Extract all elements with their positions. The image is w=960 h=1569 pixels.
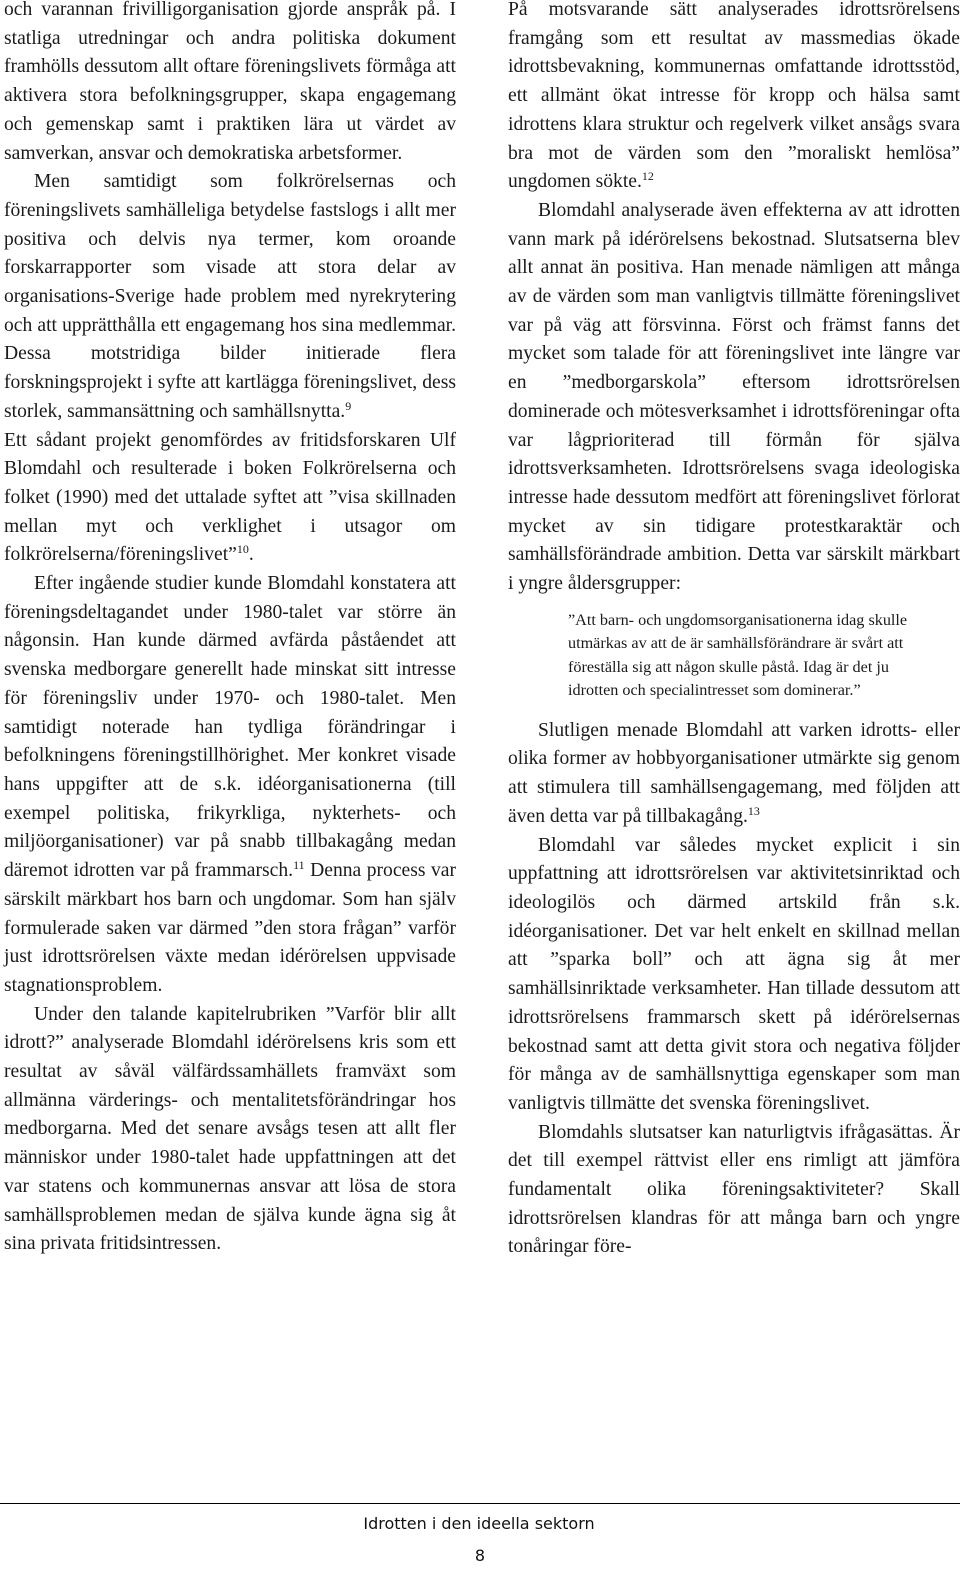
footer-rule <box>0 1503 960 1504</box>
block-quote: ”Att barn- och ungdomsorganisationerna idag skulle utmärkas av att de är samhällsförändrare är svårt att föreställa sig att någon skulle påstå. Idag är det ju idrotten och specialintresset som dominerar.” <box>568 610 908 700</box>
left-paragraph-3 <box>4 427 456 571</box>
footnote-ref-12: 12 <box>641 169 654 184</box>
right-paragraph-1 <box>508 0 960 197</box>
left-paragraph-4-text-b: Denna process var särskilt märkbart hos barn och ungdomar. Som han själv formulerade saken var därmed ”den stora frågan” varför just idrottsrörelsen växte medan idérörelsen uppvisade stagnationsproblem. <box>4 860 456 996</box>
footnote-ref-9: 9 <box>345 398 352 413</box>
left-paragraph-2-text: Men samtidigt som folkrörelsernas och föreningslivets samhälleliga betydelse fastslogs i allt mer positiva och delvis nya termer, kom oroande forskarrapporter som visade att stora delar av organisations-Sverige hade problem med nyrekrytering och att upprätthålla ett engagemang hos sina medlemmar. Dessa motstridiga bilder initierade flera forskningsprojekt i syfte att kartlägga föreningslivet, dess storlek, sammansättning och samhällsnytta. <box>4 171 456 422</box>
left-paragraph-5: Under den talande kapitelrubriken ”Varför blir allt idrott?” analyserade Blomdahl idérörelsens kris som ett resultat av såväl välfärdssamhällets framväxt som allmänna värderings- och mentalitetsförändringar hos medborgarna. Med det senare avsågs tesen att allt fler människor under 1980-talet hade uppfattningen att det var statens och kommunernas ansvar att lösa de stora samhällsproblemen medan de själva kunde ägna sig åt sina privata fritidsintressen. <box>4 1003 456 1255</box>
left-paragraph-2 <box>4 168 456 426</box>
right-paragraph-3 <box>508 717 960 832</box>
right-paragraph-4: Blomdahl var således mycket explicit i sin uppfattning att idrottsrörelsen var aktivitetsinriktad och ideologilös och därmed artskild från s.k. idéorganisationer. Det var helt enkelt en skillnad mellan att ”sparka boll” och att ägna sig åt mer samhällsinriktade verksamheter. Han tillade dessutom att idrottsrörelsens frammarsch skett på idérörelsernas bekostnad samt att detta givit stora och negativa följder för många av de samhällsnyttiga egenskaper som man vanligtvis tillmätte det svenska föreningslivet. <box>508 834 960 1114</box>
running-footer-title: Idrotten i den ideella sektorn <box>363 1514 595 1533</box>
left-paragraph-4-text-a: Efter ingående studier kunde Blomdahl konstatera att föreningsdeltagandet under 1980-talet var större än någonsin. Han kunde därmed avfärda påståendet att svenska medborgare generellt hade minskat sitt intresse för föreningsliv under 1970- och 1980-talet. Men samtidigt noterade han tydliga förändringar i befolkningens föreningstillhörighet. Mer konkret visade hans uppgifter att de s.k. idéorganisationerna (till exempel politiska, frikyrkliga, nykterhets- och miljöorganisationer) var på snabb tillbakagång medan däremot idrotten var på frammarsch. <box>4 573 456 882</box>
footnote-ref-10: 10 <box>236 542 249 557</box>
left-paragraph-4 <box>4 570 456 1001</box>
right-paragraph-2: Blomdahl analyserade även effekterna av att idrotten vann mark på idérörelsens bekostnad. Slutsatserna blev allt annat än positiva. Han menade nämligen att många av de värden som man vanligtvis tillmätte föreningslivet var på väg att försvinna. Först och främst fanns det mycket som talade för att föreningslivet inte längre var en ”medborgarskola” eftersom idrottsrörelsen dominerade och mötesverksamhet i idrottsföreningar ofta var lågprioriterad till förmån för själva idrottsverksamheten. Idrottsrörelsens svaga ideologiska intresse hade dessutom medfört att föreningslivet förlorat mycket av sin tidigare protestkaraktär och samhällsförändrade ambition. Detta var särskilt märkbart i yngre åldersgrupper: <box>508 199 960 595</box>
left-paragraph-3-text: Ett sådant projekt genomfördes av fritidsforskaren Ulf Blomdahl och resulterade i boken Folkrörelserna och folket (1990) med det uttalade syftet att ”visa skillnaden mellan myt och verklighet i utsagor om folkrörelserna/föreningslivet” <box>4 429 456 566</box>
right-paragraph-5: Blomdahls slutsatser kan naturligtvis ifrågasättas. Är det till exempel rättvist eller ens rimligt att jämföra fundamentalt olika föreningsaktiviteter? Skall idrottsrörelsen klandras för att många barn och yngre tonåringar före- <box>508 1121 960 1258</box>
left-column <box>4 0 456 1259</box>
right-paragraph-3-text: Slutligen menade Blomdahl att varken idrotts- eller olika former av hobbyorganisationer utmärkte sig genom att stimulera till samhällsengagemang, med följden att även detta var på tillbakagång. <box>508 719 960 827</box>
footnote-ref-13: 13 <box>747 803 760 818</box>
left-paragraph-1: och varannan frivilligorganisation gjorde anspråk på. I statliga utredningar och andra politiska dokument framhölls dessutom allt oftare föreningslivets förmåga att aktivera stora befolkningsgrupper, skapa engagemang och gemenskap samt i praktiken lära ut värdet av samverkan, ansvar och demokratiska arbetsformer. <box>4 0 456 164</box>
left-paragraph-3-end: . <box>248 544 254 566</box>
footnote-ref-11: 11 <box>293 858 305 873</box>
right-paragraph-1-text: På motsvarande sätt analyserades idrottsrörelsens framgång som ett resultat av massmedias ökade idrottsbevakning, kommunernas omfattande idrottsstöd, ett allmänt ökat intresse för kropp och hälsa samt idrottens klara struktur och regelverk vilket ansågs svara bra mot de värden som den ”moraliskt hemlösa” ungdomen sökte. <box>508 0 960 193</box>
right-column <box>508 0 960 1262</box>
page-number: 8 <box>474 1546 486 1565</box>
